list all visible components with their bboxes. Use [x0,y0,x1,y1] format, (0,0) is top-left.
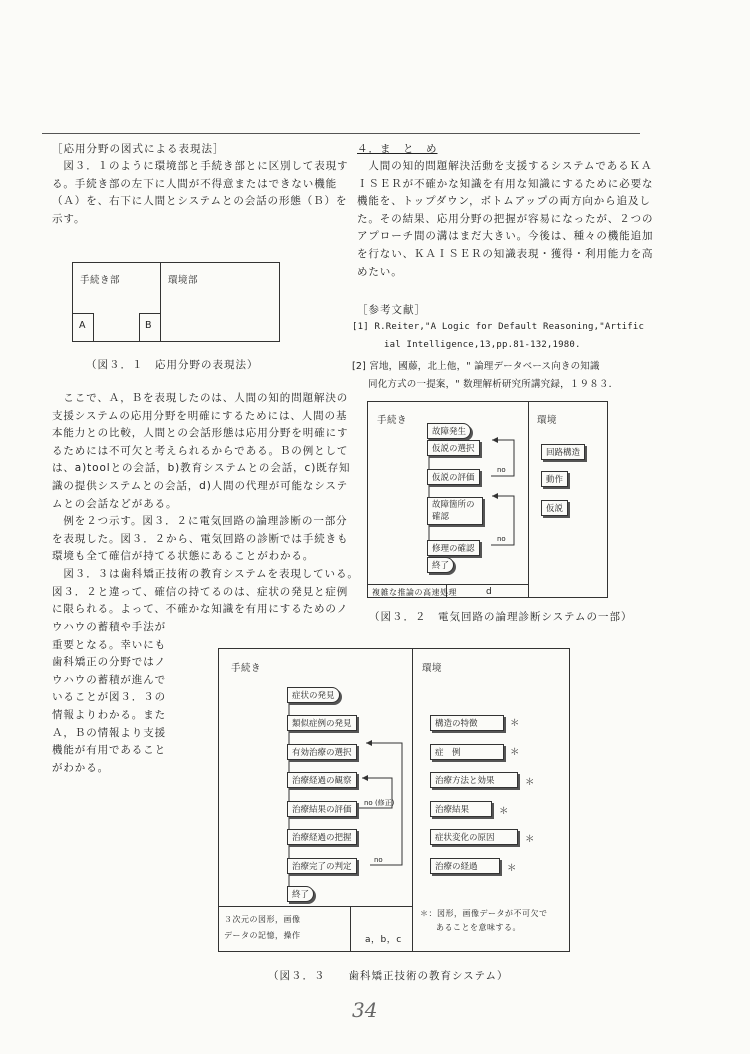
text-line: 機能を、トップダウン，ボトムアップの両方向から追及し [357,195,651,208]
fig31-a-label: A [79,320,86,331]
fig33-env-cause: 症状変化の原因 [430,829,518,845]
fig33-step-choose: 有効治療の選択 [287,744,357,760]
text-line: ムとの会話などがある。 [52,497,178,510]
text-line: ウハウの蓄積が進んで [52,673,166,686]
fig33-bottom-left-1: ３次元の図形，画像 [224,915,301,924]
fig32-no-label-2: no [497,535,506,543]
ref2-line1: [2] 宮地，國藤，北上他，" 論理データベース向きの知識 [352,361,600,372]
fig33-step-grasp: 治療経過の把握 [287,829,357,845]
fig33-star: ＊ [507,863,518,874]
text-line: を表現した。図３．２から、電気回路の診断では手続きも [52,532,349,545]
text-line: 示す。 [52,212,86,225]
fig32-no-label-1: no [497,466,506,474]
text-line: る。手続き部の左下に人間が不得意またはできない機能 [52,177,337,190]
fig33-env-cases: 症 例 [430,744,504,760]
text-line: （Ａ）を、右下に人間とシステムとの会話の形態（Ｂ）を [52,195,348,208]
refs-heading: ［参考文献］ [357,304,426,316]
text-line: めたい。 [357,265,403,278]
text-line: 図３．２と違って、確信の持てるのは、症状の発見と症例 [52,585,349,598]
text-line: 歯科矯正の分野ではノ [52,656,166,669]
text-line: いることが図３．３の [52,691,166,704]
text-line: は、a)toolとの会話，b)教育システムとの会話，c)既存知 [52,462,351,475]
right-heading: ４．ま と め [357,143,438,155]
fig33-note-2: あることを意味する。 [436,923,521,932]
fig32-env-behavior: 動作 [541,471,568,487]
text-line: ウハウの蓄積や手法が [52,621,166,633]
ref1-line2: ial Intelligence,13,pp.81-132,1980. [384,340,581,350]
text-line: 図３．３は歯科矯正技術の教育システムを表現している。 [52,567,359,580]
ref1-line1: [1] R.Reiter,"A Logic for Default Reasoning,"Artific [352,322,645,332]
text-line: 識の提供システムとの会話，d)人間の代理が可能なシステ [52,479,348,492]
text-line: 環境も全て確信が持てる状態にあることがわかる。 [52,550,315,563]
page-number: 34 [352,998,378,1022]
fig33-star: ＊ [525,777,536,788]
fig33-caption: （図３．３ 歯科矯正技術の教育システム） [268,970,509,982]
fig32-step-evaluate: 仮説の評価 [427,469,480,485]
text-line: を行ない、ＫＡＩＳＥＲの知識表現・獲得・利用能力を高 [357,247,654,260]
fig32-step-fault: 故障発生 [427,423,471,439]
fig32-proc-label: 手続き [377,415,408,426]
fig31-b-label: B [145,320,153,331]
text-line: がわかる。 [52,761,109,774]
ref2-line2: 同化方式の一提案，" 数理解析研究所講究録，１９８３． [368,379,619,390]
fig33-bottom-abc: a，b，c [365,935,402,945]
fig32-bottom-d: d [486,587,493,597]
text-line: るためには不可欠と考えられるからである。Ｂの例として [52,444,349,457]
fig33-step-evaluate: 治療結果の評価 [287,801,357,817]
fig33-env-methods: 治療方法と効果 [430,772,518,788]
fig33-no-label: no [374,856,383,864]
text-line: アプローチ間の溝はまだ大きい。今後は、種々の機能追加 [357,230,654,243]
fig32-bottom-label: 複雑な推論の高速処理 [372,588,457,597]
text-line: た。その結果、応用分野の把握が容易になったが、２つの [357,212,654,225]
text-line: 本能力との比較，人間との会話形態は応用分野を明確にす [52,427,349,440]
fig31-caption: （図３．１ 応用分野の表現法） [86,359,259,371]
text-line: 人間の知的問題解決活動を支援するシステムであるＫＡ [357,160,653,172]
fig32-env-circuit: 回路構造 [541,444,585,460]
fig33-step-find: 症状の発見 [287,687,340,703]
text-line: 支援システムの応用分野を明確にするためには、人間の基 [52,409,348,422]
fig33-step-observe: 治療経過の観察 [287,772,357,788]
fig33-star: ＊ [525,834,536,845]
text-line: Ａ，Ｂの情報より支援 [52,726,166,739]
fig33-step-end: 終了 [287,886,314,902]
text-line: 図３．１のように環境部と手続き部とに区別して表現す [52,160,349,172]
fig33-step-similar: 類似症例の発見 [287,715,357,731]
fig33-env-results: 治療結果 [430,801,492,817]
fig33-env-label: 環境 [422,663,443,674]
fig32-caption: （図３．２ 電気回路の論理診断システムの一部） [369,611,633,623]
fig33-star: ＊ [510,718,521,729]
fig31-proc-label: 手続き部 [80,275,121,286]
text-line: 機能が有用であること [52,744,166,757]
fig32-env-label: 環境 [537,415,558,426]
text-line: に限られる。よって、不確かな知識を有用にするためのノ [52,603,349,616]
text-line: 重要となる。幸いにも [52,638,166,651]
text-line: 例を２つ示す。図３．２に電気回路の論理診断の一部分 [52,515,348,528]
fig32-step-select: 仮説の選択 [427,440,480,456]
fig32-step-repair: 修理の確認 [427,540,480,556]
fig33-no-label-fix: no (修正) [364,799,395,807]
text-line: ここで、Ａ，Ｂを表現したのは、人間の知的問題解決の [52,392,349,404]
fig33-step-judge: 治療完了の判定 [287,858,357,874]
fig33-proc-label: 手続き [231,663,262,674]
fig33-env-structure: 構造の特徴 [430,715,504,731]
fig33-note-1: ＊：図形，画像データが不可欠で [420,909,548,918]
fig33-star: ＊ [499,806,510,817]
fig32-step-locate: 故障箇所の確認 [427,497,483,525]
fig33-env-progress: 治療の経過 [430,858,500,874]
text-line: ＩＳＥＲが不確かな知識を有用な知識にするために必要な [357,177,654,190]
fig33-bottom-left-2: データの記憶，操作 [224,931,301,940]
text-line: 情報よりわかる。また [52,708,166,721]
left-heading: ［応用分野の図式による表現法］ [52,143,225,155]
fig32-step-end: 終了 [427,557,454,573]
fig33-star: ＊ [510,747,521,758]
fig32-env-hypothesis: 仮説 [541,500,568,516]
fig31-env-label: 環境部 [168,275,199,286]
